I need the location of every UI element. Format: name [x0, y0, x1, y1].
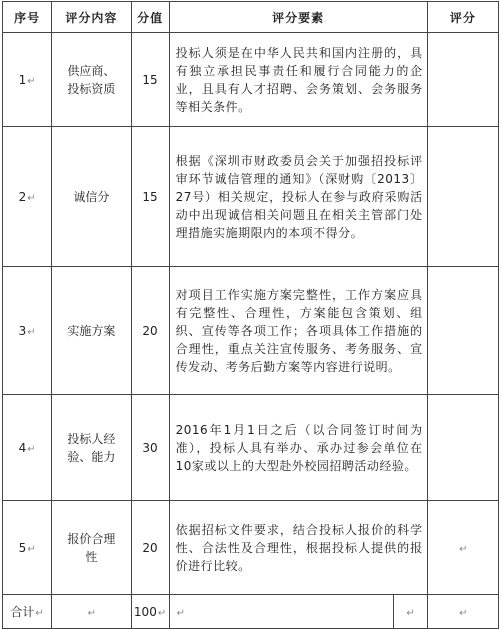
table-row — [3, 395, 499, 501]
paragraph-mark-icon: ↵ — [157, 607, 167, 619]
row-score — [427, 501, 498, 595]
row-score — [427, 33, 498, 127]
row-requirement: 投标人须是在中华人民共和国内注册的，具有独立承担民事责任和履行合同能力的企业，且具有人才招聘、会务策划、会务服务等相关条件。 — [169, 33, 427, 127]
row-item: 报价合理性 — [52, 501, 131, 595]
scoring-table — [2, 1, 499, 629]
row-no: 2↵ — [3, 127, 52, 267]
row-value: 20 — [131, 267, 169, 395]
header-score: 评分 — [427, 2, 498, 33]
row-score — [427, 127, 498, 267]
row-requirement: 2016年1月1日之后（以合同签订时间为准），投标人具有举办、承办过参会单位在10家或以上的大型赴外校园招聘活动经验。 — [169, 395, 427, 501]
total-value: 100↵ — [131, 595, 169, 629]
header-requirement: 评分要素 — [169, 2, 427, 33]
paragraph-mark-icon: ↵ — [27, 543, 36, 555]
paragraph-mark-icon: ↵ — [87, 607, 97, 619]
header-row — [3, 2, 499, 33]
row-item: 供应商、投标资质 — [52, 33, 131, 127]
row-value: 30 — [131, 395, 169, 501]
table-row — [3, 501, 499, 595]
row-item: 投标人经验、能力 — [52, 395, 131, 501]
header-item: 评分内容 — [52, 2, 131, 33]
table-row — [3, 127, 499, 267]
row-no: 5↵ — [3, 501, 52, 595]
paragraph-mark-icon: ↵ — [35, 608, 44, 619]
paragraph-mark-icon: ↵ — [27, 192, 36, 204]
total-label: 合计↵ — [3, 595, 52, 629]
paragraph-mark-icon: ↵ — [406, 607, 415, 619]
row-requirement: 根据《深圳市财政委员会关于加强招投标评审环节诚信管理的通知》（深财购〔2013〕27号）相关规定，投标人在参与政府采购活动中出现诚信相关问题且在相关主管部门处理措施实施期限内的本项不得分。 — [169, 127, 427, 267]
paragraph-mark-icon: ↵ — [459, 543, 468, 555]
row-value: 20 — [131, 501, 169, 595]
row-value: 15 — [131, 127, 169, 267]
row-no: 1↵ — [3, 33, 52, 127]
paragraph-mark-icon: ↵ — [27, 75, 36, 87]
header-value: 分值 — [131, 2, 169, 33]
table-row — [3, 33, 499, 127]
row-score — [427, 267, 498, 395]
row-requirement: 依据招标文件要求，结合投标人报价的科学性、合法性及合理性，根据投标人提供的报价进行比较。 — [169, 501, 427, 595]
header-no: 序号 — [3, 2, 52, 33]
row-item: 诚信分 — [52, 127, 131, 267]
row-score — [427, 395, 498, 501]
row-no: 3↵ — [3, 267, 52, 395]
paragraph-mark-icon: ↵ — [27, 443, 36, 455]
row-value: 15 — [131, 33, 169, 127]
row-no: 4↵ — [3, 395, 52, 501]
paragraph-mark-icon: ↵ — [459, 607, 468, 619]
paragraph-mark-icon: ↵ — [27, 326, 36, 338]
row-item: 实施方案 — [52, 267, 131, 395]
paragraph-mark-icon: ↵ — [176, 607, 186, 619]
row-requirement: 对项目工作实施方案完整性，工作方案应具有完整性、合理性，方案能包含策划、组织、宣传等各项工作；各项具体工作措施的合理性，重点关注宣传服务、考务服务、宣传发动、考务后勤方案等内容进行说明。 — [169, 267, 427, 395]
table-row — [3, 267, 499, 395]
